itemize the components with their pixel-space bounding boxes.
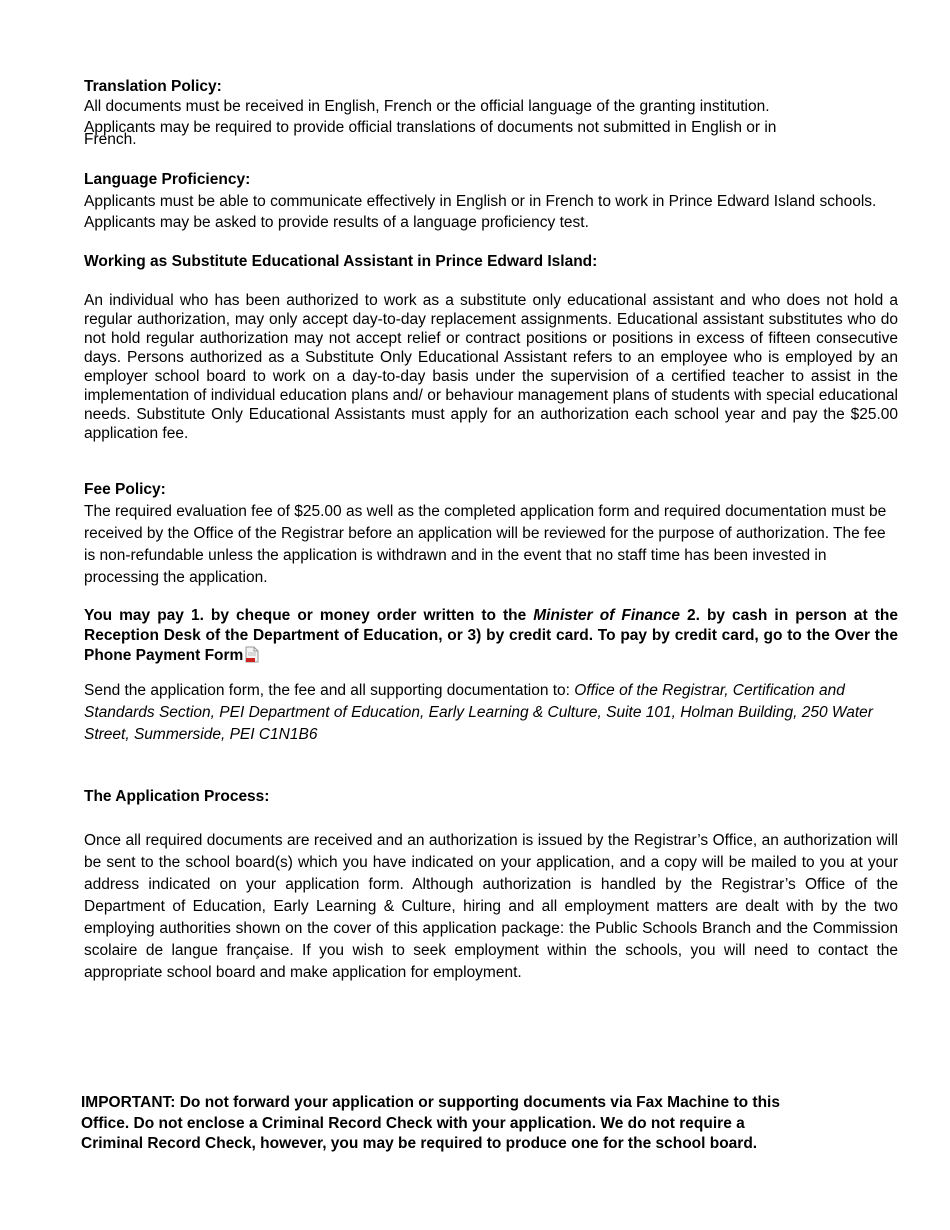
important-notice <box>81 1093 881 1155</box>
payment-text-1: You may pay 1. by cheque or money order written to the <box>84 607 534 624</box>
process-section <box>84 787 898 984</box>
payment-text-2[interactable]: 2. by cash in person at the Reception Desk of the Department of Education, or 3) by credit card. To pay by credit card, go to the Over the Phone Payment Form <box>84 607 898 664</box>
translation-heading: Translation Policy: <box>84 78 222 95</box>
fee-section <box>84 480 898 589</box>
language-body: Applicants must be able to communicate effectively in English or in French to work in Prince Edward Island schools. Applicants may be asked to provide results of a language proficiency test. <box>84 193 877 231</box>
substitute-section <box>84 252 898 443</box>
translation-line-3: French. <box>84 131 137 148</box>
important-line-1: IMPORTANT: Do not forward your application or supporting documents via Fax Machine to this <box>81 1094 780 1111</box>
translation-line-1: All documents must be received in English, French or the official language of the granting institution. <box>84 98 770 115</box>
minister-of-finance: Minister of Finance <box>533 607 680 624</box>
language-section <box>84 170 898 233</box>
pdf-file-icon[interactable] <box>245 646 259 663</box>
important-line-3: Criminal Record Check, however, you may be required to produce one for the school board. <box>81 1135 758 1152</box>
fee-heading: Fee Policy: <box>84 481 166 498</box>
fee-body: The required evaluation fee of $25.00 as well as the completed application form and required documentation must be received by the Office of the Registrar before an application will be reviewed for the purpose of authorization. The fee is non-refundable unless the application is withdrawn and in the event that no staff time has been invested in processing the application. <box>84 503 887 586</box>
process-body: Once all required documents are received and an authorization is issued by the Registrar’s Office, an authorization will be sent to the school board(s) which you have indicated on your application, and a copy will be mailed to you at your address indicated on your application form. Although authorization is handled by the Registrar’s Office of the Department of Education, Early Learning & Culture, hiring and all employment matters are dealt with by the two employing authorities shown on the cover of this application package: the Public Schools Branch and the Commission scolaire de langue française. If you wish to seek employment within the schools, you will need to contact the appropriate school board and make application for employment. <box>84 832 898 981</box>
substitute-body: An individual who has been authorized to work as a substitute only educational assistant and who does not hold a regular authorization, may only accept day-to-day replacement assignments. Educational assistant substitutes who do not hold regular authorization may not accept relief or contract positions or positions in excess of fifteen consecutive days. Persons authorized as a Substitute Only Educational Assistant refers to an employee who is employed by an employer school board to work on a day-to-day basis under the supervision of a certified teacher to assist in the implementation of individual education plans and/ or behaviour management plans of students with special educational needs. Substitute Only Educational Assistants must apply for an authorization each school year and pay the $25.00 application fee. <box>84 292 898 442</box>
send-paragraph <box>84 680 884 746</box>
important-line-2: Office. Do not enclose a Criminal Record Check with your application. We do not require a <box>81 1114 745 1132</box>
substitute-heading: Working as Substitute Educational Assistant in Prince Edward Island: <box>84 253 598 270</box>
registrar-address: Office of the Registrar, Certification and Standards Section, PEI Department of Education, Early Learning & Culture, Suite 101, Holman Building, 250 Water Street, Summerside, PEI C1N1B6 <box>84 682 873 743</box>
payment-paragraph <box>84 606 898 666</box>
translation-section <box>84 77 898 147</box>
translation-line-2: Applicants may be required to provide official translations of documents not submitted in English or in <box>84 119 777 136</box>
language-heading: Language Proficiency: <box>84 171 251 188</box>
send-intro: Send the application form, the fee and all supporting documentation to: <box>84 682 575 699</box>
process-heading: The Application Process: <box>84 788 270 805</box>
